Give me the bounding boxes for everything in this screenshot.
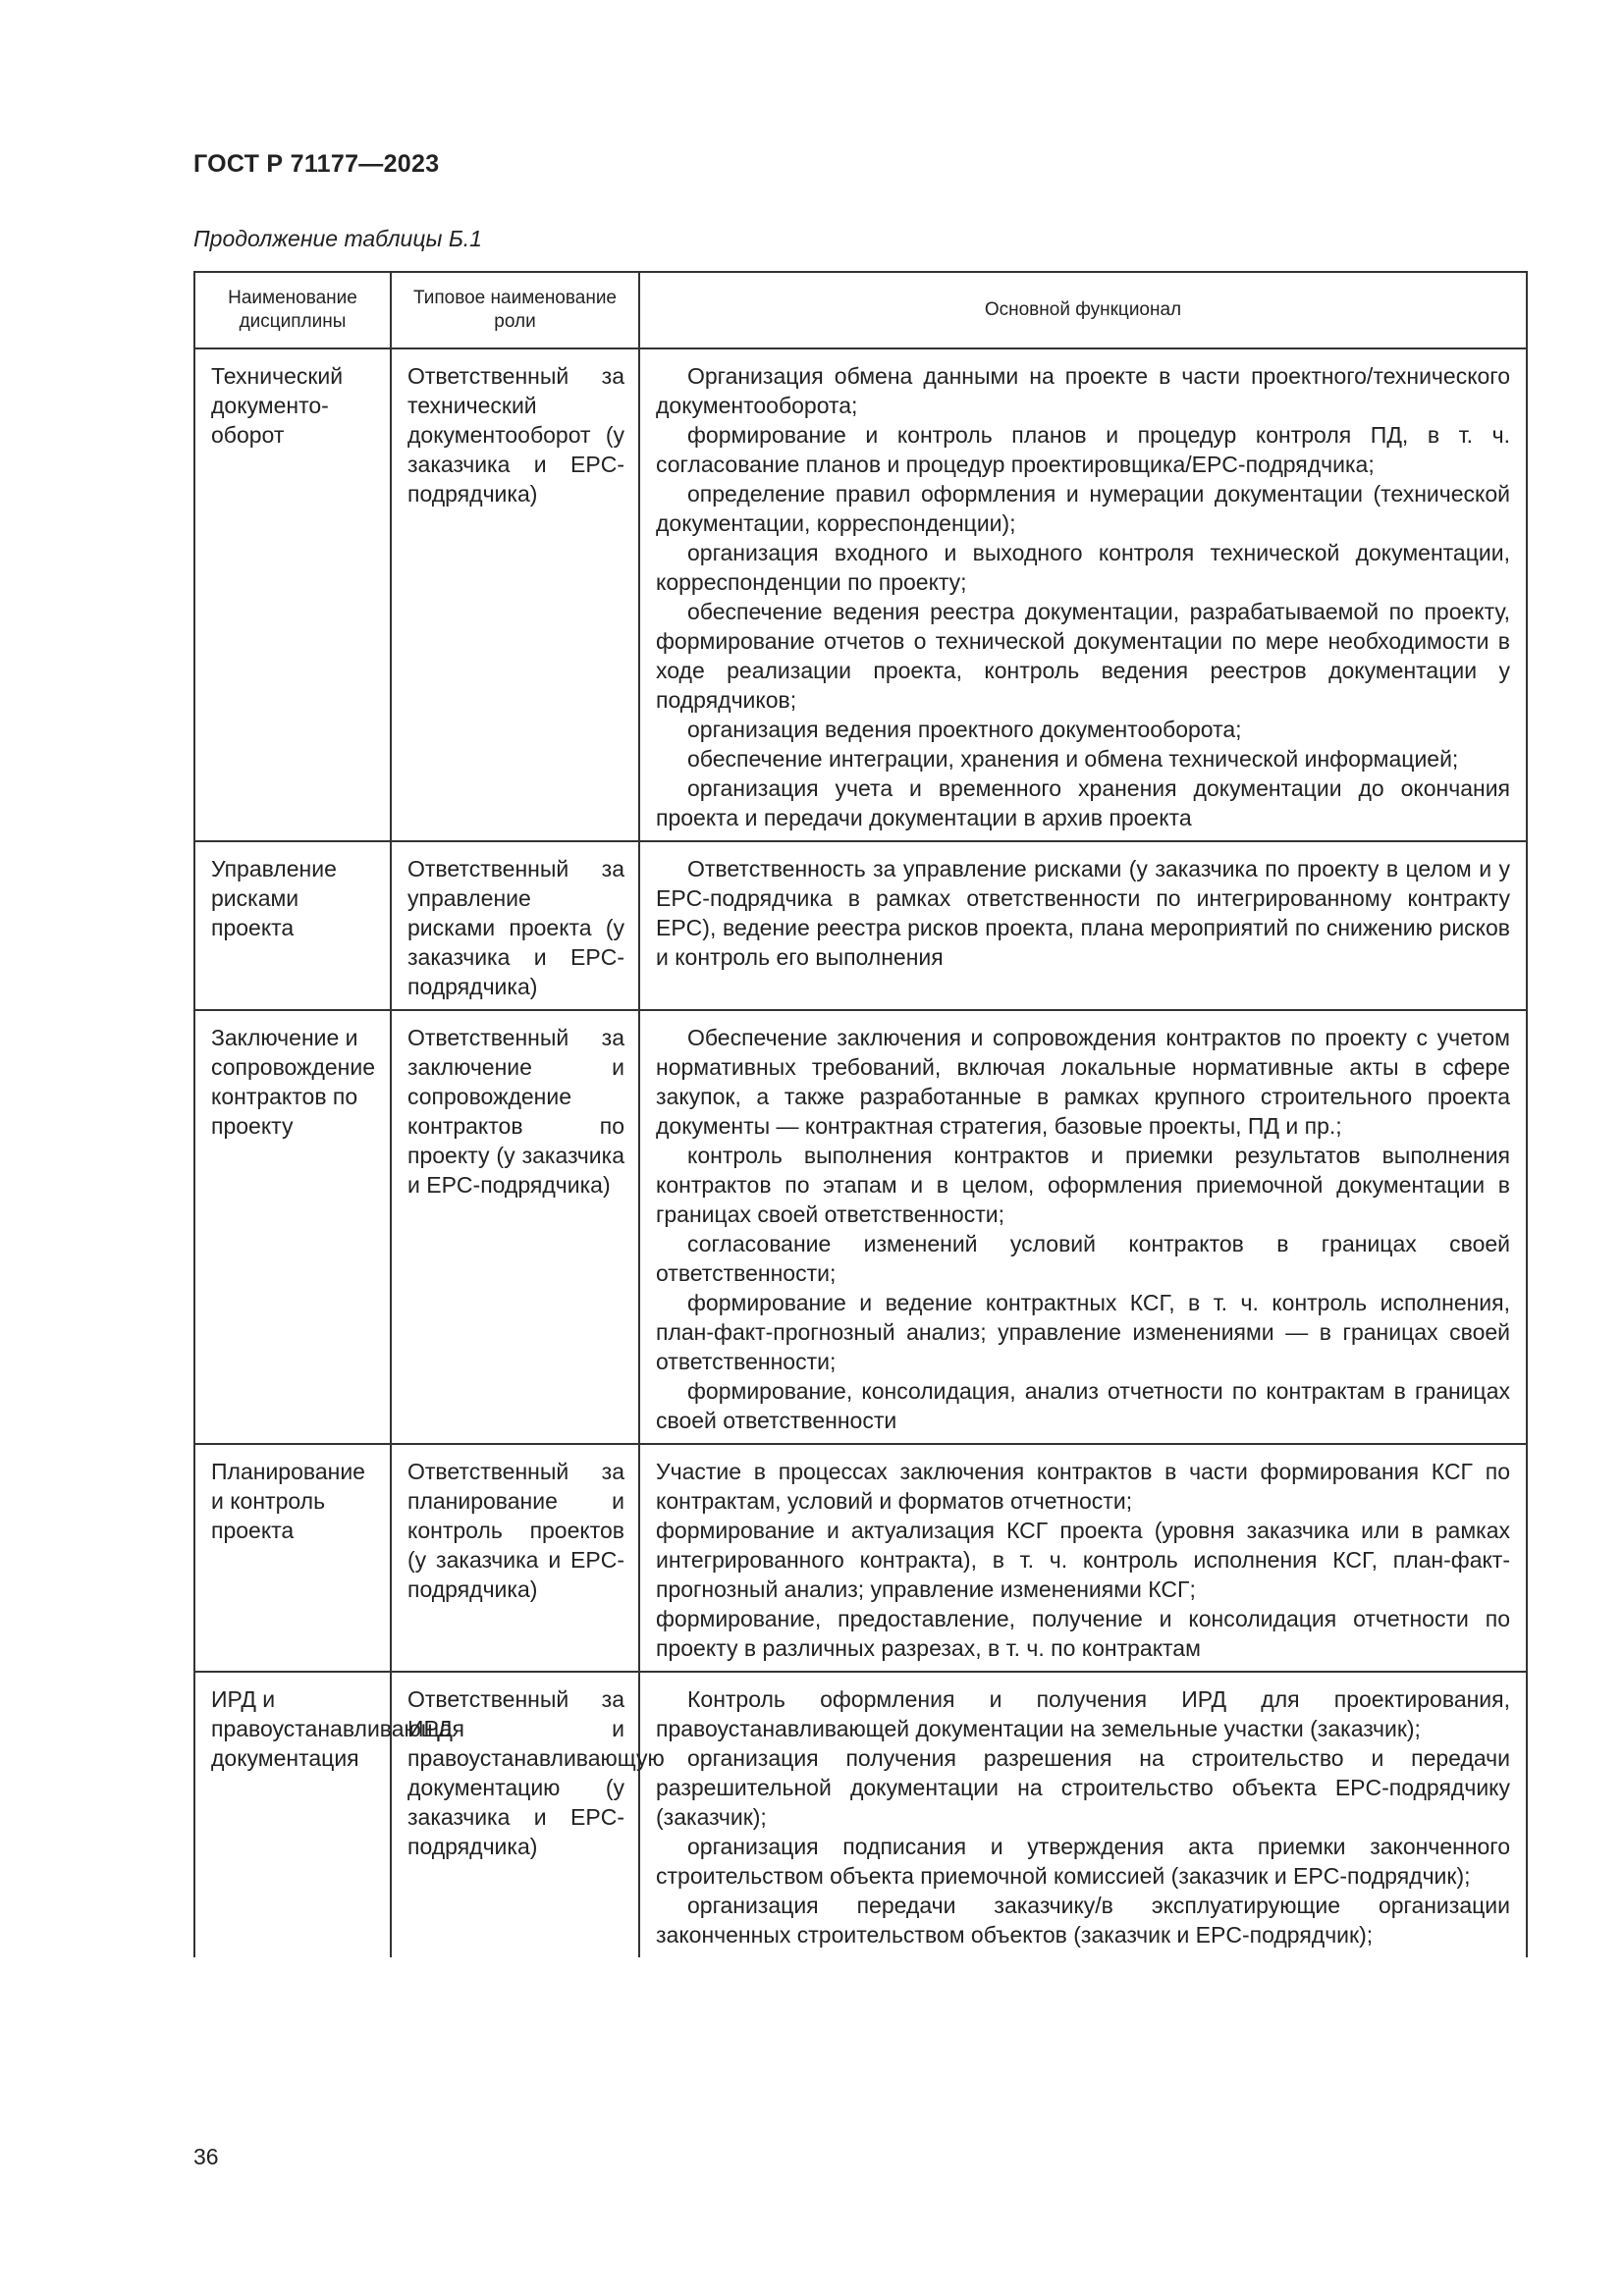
role-cell: Ответственный за заключение и сопровождение контрактов по проекту (у заказчика и EPC-подрядчика)	[391, 1010, 639, 1444]
role-cell: Ответственный за технический документооборот (у заказчика и EPC-подрядчика)	[391, 348, 639, 841]
table-caption: Продолжение таблицы Б.1	[193, 226, 482, 251]
table-row	[194, 1444, 1527, 1672]
function-item: Организация обмена данными на проекте в части проектного/технического документооборота;	[656, 363, 1510, 418]
table-row	[194, 1672, 1527, 1957]
function-item: обеспечение ведения реестра документации, разрабатываемой по проекту, формирование отчетов о технической документации по мере необходимости в ходе реализации проекта, контроль ведения реестров документации у подрядчиков;	[656, 599, 1510, 713]
discipline-cell: Заключение и сопровождение контрактов по проекту	[194, 1010, 391, 1444]
discipline-cell: Управление рисками проекта	[194, 841, 391, 1010]
function-item: организация передачи заказчику/в эксплуатирующие организации законченных строительством объектов (заказчик и EPC-подрядчик);	[656, 1893, 1510, 1948]
table-row	[194, 841, 1527, 1010]
function-item: организация учета и временного хранения документации до окончания проекта и передачи документации в архив проекта	[656, 775, 1510, 830]
function-item: определение правил оформления и нумерации документации (технической документации, корреспонденции);	[656, 481, 1510, 536]
function-item: организация входного и выходного контроля технической документации, корреспонденции по проекту;	[656, 540, 1510, 595]
role-cell: Ответственный за ИРД и правоустанавливающую документацию (у заказчика и EPC-подрядчика)	[391, 1672, 639, 1957]
function-item: Участие в процессах заключения контрактов в части формирования КСГ по контрактам, условий и форматов отчетности;	[656, 1459, 1510, 1514]
functions-cell	[639, 841, 1527, 1010]
functions-cell	[639, 1672, 1527, 1957]
discipline-cell: ИРД и правоустанавливающая документация	[194, 1672, 391, 1957]
document-code-header: ГОСТ Р 71177—2023	[193, 150, 440, 178]
discipline-cell: Технический документооборот	[194, 348, 391, 841]
table-row	[194, 1010, 1527, 1444]
role-cell: Ответственный за управление рисками проекта (у заказчика и EPC-подрядчика)	[391, 841, 639, 1010]
column-header-functions: Основной функционал	[639, 272, 1527, 348]
function-item: организация получения разрешения на строительство и передачи разрешительной документации на строительство объекта EPC-подрядчику (заказчик);	[656, 1745, 1510, 1830]
functions-table	[193, 271, 1528, 1957]
page-number: 36	[193, 2144, 219, 2169]
function-item: формирование и ведение контрактных КСГ, в т. ч. контроль исполнения, план-факт-прогнозный анализ; управление изменениями — в границах своей ответственности;	[656, 1290, 1510, 1374]
discipline-cell: Планирование и контроль проекта	[194, 1444, 391, 1672]
table-row	[194, 348, 1527, 841]
function-item: организация ведения проектного документооборота;	[687, 717, 1242, 742]
function-item: формирование, предоставление, получение и консолидация отчетности по проекту в различных разрезах, в т. ч. по контрактам	[656, 1606, 1510, 1661]
function-item: контроль выполнения контрактов и приемки результатов выполнения контрактов по этапам и в целом, оформления приемочной документации в границах своей ответственности;	[656, 1143, 1510, 1227]
function-item: формирование и актуализация КСГ проекта (уровня заказчика или в рамках интегрированного контракта), в т. ч. контроль исполнения КСГ, план-факт-прогнозный анализ; управление изменениями КСГ;	[656, 1518, 1510, 1602]
column-header-discipline: Наименование дисциплины	[194, 272, 391, 348]
function-item: Ответственность за управление рисками (у заказчика по проекту в целом и у EPC-подрядчика в рамках ответственности по интегрированному контракту EPC), ведение реестра рисков проекта, плана мероприятий по снижению рисков и контроль его выполнения	[656, 856, 1510, 970]
function-item: обеспечение интеграции, хранения и обмена технической информацией;	[687, 746, 1459, 772]
function-item: Контроль оформления и получения ИРД для проектирования, правоустанавливающей документации на земельные участки (заказчик);	[656, 1686, 1510, 1741]
table-header-row	[194, 272, 1527, 348]
function-item: организация подписания и утверждения акта приемки законченного строительством объекта приемочной комиссией (заказчик и EPC-подрядчик);	[656, 1834, 1510, 1889]
function-item: согласование изменений условий контрактов в границах своей ответственности;	[656, 1231, 1510, 1286]
functions-cell	[639, 1010, 1527, 1444]
role-cell: Ответственный за планирование и контроль проектов (у заказчика и EPC-подрядчика)	[391, 1444, 639, 1672]
functions-cell	[639, 1444, 1527, 1672]
function-item: формирование, консолидация, анализ отчетности по контрактам в границах своей ответственности	[656, 1378, 1510, 1433]
column-header-role: Типовое наименование роли	[391, 272, 639, 348]
function-item: формирование и контроль планов и процедур контроля ПД, в т. ч. согласование планов и процедур проектировщика/EPC-подрядчика;	[656, 422, 1510, 477]
functions-cell	[639, 348, 1527, 841]
function-item: Обеспечение заключения и сопровождения контрактов по проекту с учетом нормативных требований, включая локальные нормативные акты в сфере закупок, а также разработанные в рамках крупного строительного проекта документы — контрактная стратегия, базовые проекты, ПД и пр.;	[656, 1025, 1510, 1139]
